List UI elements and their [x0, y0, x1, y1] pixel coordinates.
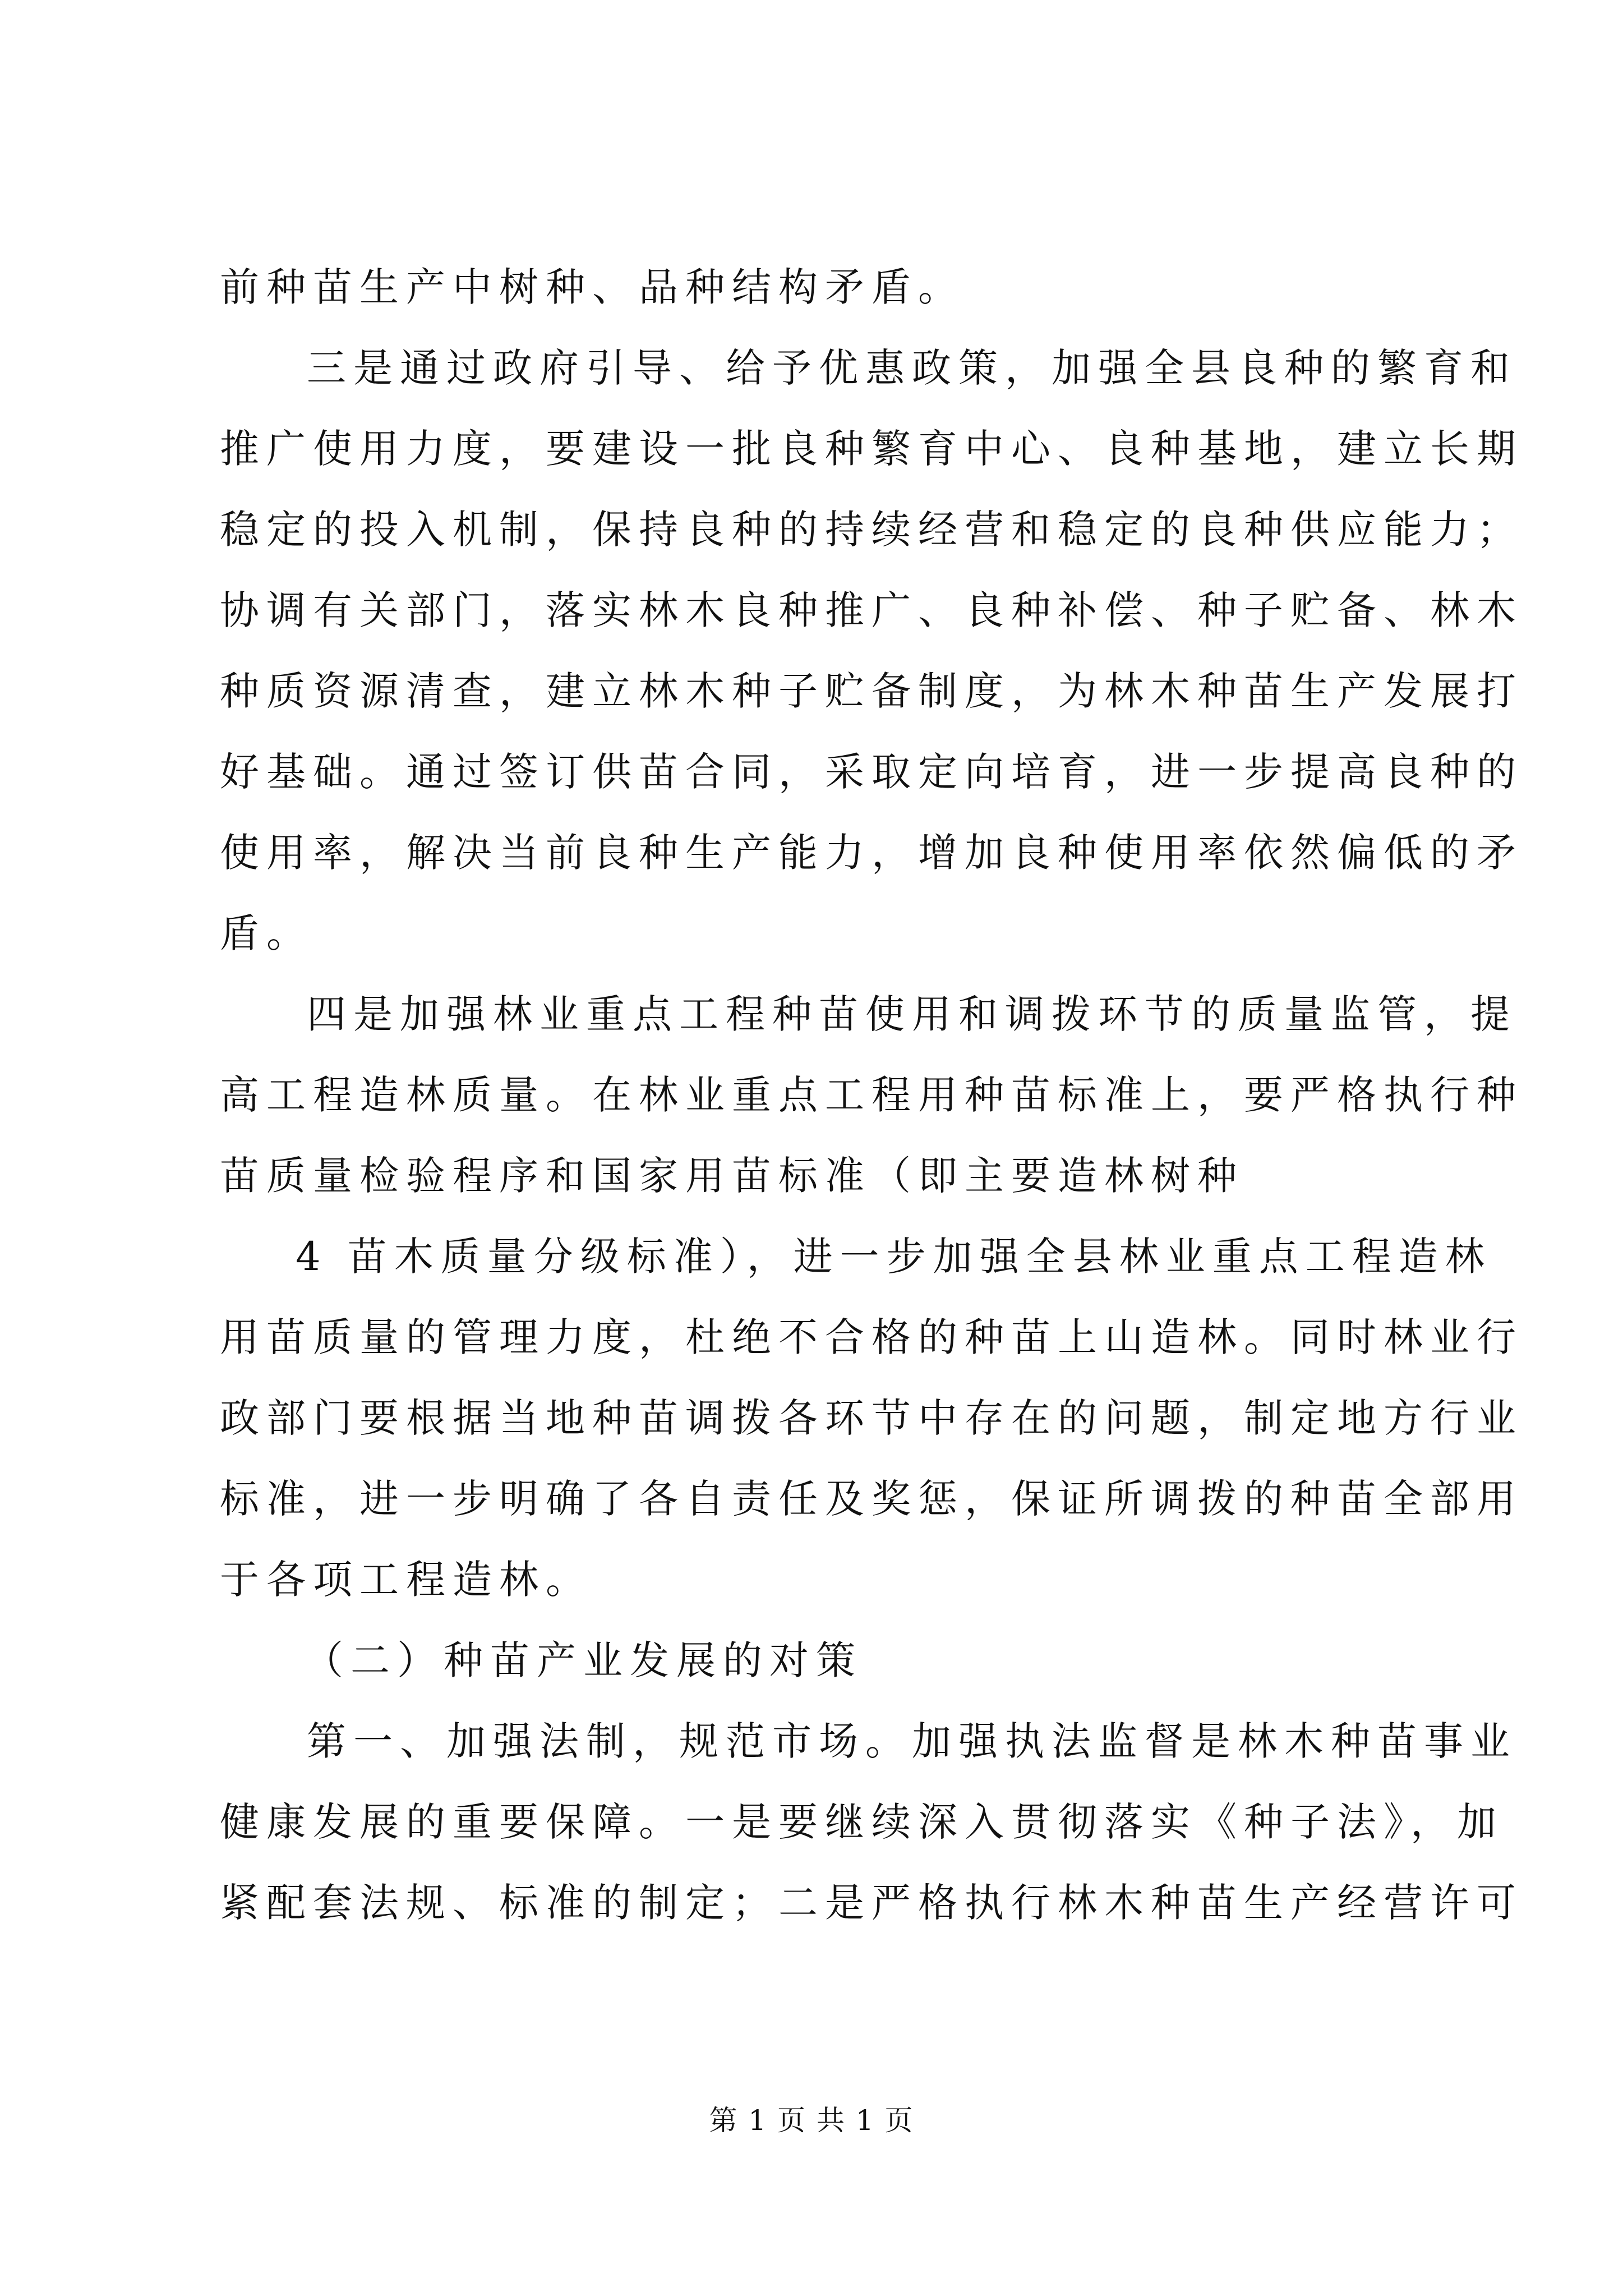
- paragraph-start-line: 第一、加强法制，规范市场。加强执法监督是林木种苗事业: [307, 1718, 1517, 1764]
- paragraph-start-line: 三是通过政府引导、给予优惠政策，加强全县良种的繁育和: [307, 345, 1517, 391]
- text-line: 标准，进一步明确了各自责任及奖惩，保证所调拨的种苗全部用: [220, 1476, 1523, 1522]
- text-line: 用苗质量的管理力度，杜绝不合格的种苗上山造林。同时林业行: [220, 1314, 1523, 1360]
- page-number-footer: 第 1 页 共 1 页: [709, 2104, 914, 2137]
- text-line: 协调有关部门，落实林木良种推广、良种补偿、种子贮备、林木: [220, 587, 1523, 633]
- text-line: 于各项工程造林。: [220, 1557, 592, 1603]
- text-line: 种质资源清查，建立林木种子贮备制度，为林木种苗生产发展打: [220, 668, 1523, 714]
- text-line: 使用率，解决当前良种生产能力，增加良种使用率依然偏低的矛: [220, 830, 1523, 876]
- text-line: 健康发展的重要保障。一是要继续深入贯彻落实《种子法》，加: [220, 1799, 1504, 1845]
- text-line: 稳定的投入机制，保持良种的持续经营和稳定的良种供应能力；: [220, 507, 1523, 553]
- document-body: [220, 247, 1523, 1943]
- text-line: 高工程造林质量。在林业重点工程用种苗标准上，要严格执行种: [220, 1072, 1523, 1118]
- text-line: 政部门要根据当地种苗调拨各环节中存在的问题，制定地方行业: [220, 1395, 1523, 1441]
- text-line: 盾。: [220, 910, 313, 956]
- section-heading: （二）种苗产业发展的对策: [304, 1637, 863, 1683]
- text-line: 推广使用力度，要建设一批良种繁育中心、良种基地，建立长期: [220, 426, 1523, 472]
- text-line: 苗质量检验程序和国家用苗标准（即主要造林树种: [220, 1153, 1244, 1199]
- paragraph-start-line: 四是加强林业重点工程种苗使用和调拨环节的质量监管，提: [307, 991, 1517, 1037]
- text-line: 好基础。通过签订供苗合同，采取定向培育，进一步提高良种的: [220, 749, 1523, 795]
- text-line: 前种苗生产中树种、品种结构矛盾。: [220, 264, 965, 310]
- paragraph-start-line: 4 苗木质量分级标准），进一步加强全县林业重点工程造林: [296, 1234, 1492, 1280]
- text-line: 紧配套法规、标准的制定；二是严格执行林木种苗生产经营许可: [220, 1880, 1523, 1926]
